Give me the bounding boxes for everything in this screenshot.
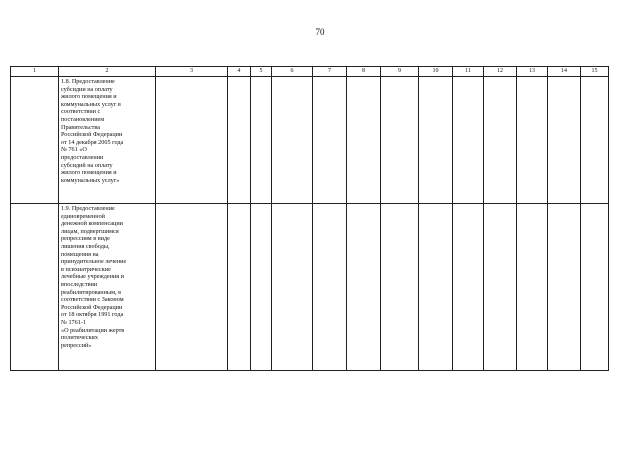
table-cell [484, 77, 517, 204]
table-cell [381, 204, 419, 371]
table-cell [11, 77, 59, 204]
page-number: 70 [315, 27, 325, 37]
column-number-cell: 10 [419, 67, 453, 77]
description-line: помещения на [61, 250, 99, 258]
description-line: репрессий» [61, 341, 92, 349]
table-cell [228, 204, 251, 371]
description-line: единовременной [61, 212, 105, 220]
column-number-cell: 3 [156, 67, 228, 77]
description-line: Российской Федерации [61, 303, 123, 311]
table-cell [272, 204, 313, 371]
column-number-cell: 7 [313, 67, 347, 77]
table-cell [347, 77, 381, 204]
column-number-cell: 13 [517, 67, 548, 77]
table-cell [548, 77, 581, 204]
description-line: 1.8. Предоставление [61, 78, 115, 85]
description-line: Правительства [61, 123, 100, 131]
description-line: лечебные учреждения и [61, 273, 124, 281]
table-cell [581, 77, 609, 204]
description-line: в психиатрические [61, 265, 111, 273]
description-line: соответствии с [61, 108, 101, 116]
table-cell [347, 204, 381, 371]
description-line: лицам, подвергшимся [61, 227, 119, 235]
description-line: жилого помещения и [61, 93, 117, 101]
table-row-1-8 [11, 77, 609, 204]
column-number-cell: 1 [11, 67, 59, 77]
table-cell [548, 204, 581, 371]
column-number-cell: 6 [272, 67, 313, 77]
description-line: принудительное лечение [61, 258, 127, 266]
table-cell [11, 204, 59, 371]
table-cell [453, 204, 484, 371]
description-line: предоставлении [61, 153, 104, 161]
description-line: репрессиям в виде [61, 235, 110, 243]
description-line: денежной компенсации [61, 220, 123, 228]
description-line: от 18 октября 1991 года [61, 311, 124, 319]
row-description-text [59, 204, 155, 349]
description-line: Российской Федерации [61, 131, 123, 139]
description-line: реабилитированным, в [61, 288, 122, 296]
description-line: «О реабилитации жертв [61, 326, 125, 334]
description-line: субсидий на оплату [61, 161, 113, 169]
table-cell [581, 204, 609, 371]
column-number-cell: 5 [251, 67, 272, 77]
table-row-1-9 [11, 204, 609, 371]
table-cell [251, 77, 272, 204]
table-cell [156, 204, 228, 371]
description-line: жилого помещения и [61, 169, 117, 177]
description-line: лишения свободы, [61, 242, 110, 250]
table-cell [251, 204, 272, 371]
column-number-cell: 14 [548, 67, 581, 77]
table-cell [484, 204, 517, 371]
table-cell [517, 77, 548, 204]
column-number-cell: 4 [228, 67, 251, 77]
column-number-cell: 2 [59, 67, 156, 77]
document-table [10, 66, 609, 371]
column-number-cell: 15 [581, 67, 609, 77]
table-cell [228, 77, 251, 204]
description-line: соответствии с Законом [61, 296, 124, 304]
description-line: от 14 декабря 2005 года [61, 138, 124, 146]
table-cell [272, 77, 313, 204]
description-line: коммунальных услуг в [61, 100, 121, 108]
description-line: субсидии на оплату [61, 85, 113, 93]
table-cell [156, 77, 228, 204]
description-line: № 761 «О [61, 146, 87, 154]
table-cell [419, 77, 453, 204]
column-number-cell: 12 [484, 67, 517, 77]
table-cell [453, 77, 484, 204]
description-line: постановлением [61, 115, 105, 123]
row-description-text [59, 77, 155, 184]
description-line: политических [61, 334, 98, 342]
column-number-cell: 9 [381, 67, 419, 77]
table-cell [313, 204, 347, 371]
table-cell [313, 77, 347, 204]
description-line: № 1761-1 [61, 318, 86, 326]
table-cell [419, 204, 453, 371]
column-number-row [11, 67, 609, 77]
row-description-cell [59, 204, 156, 371]
column-number-cell: 8 [347, 67, 381, 77]
description-line: впоследствии [61, 280, 98, 288]
row-description-cell [59, 77, 156, 204]
description-line: коммунальных услуг» [61, 176, 120, 184]
column-number-cell: 11 [453, 67, 484, 77]
table-cell [517, 204, 548, 371]
table-cell [381, 77, 419, 204]
description-line: 1.9. Предоставление [61, 205, 115, 212]
